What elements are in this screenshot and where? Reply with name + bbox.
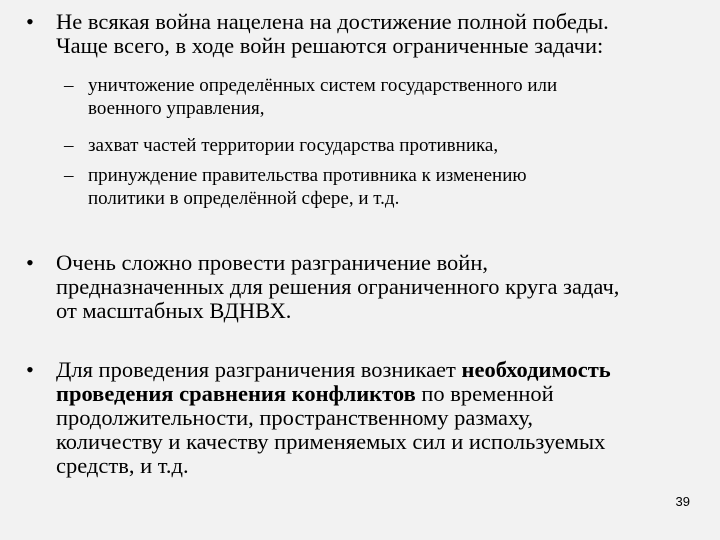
subitem-marker: – (64, 75, 74, 96)
subitem-2 (64, 134, 674, 157)
bullet-3-line-1-bold: необходимость (461, 357, 611, 382)
bullet-3-line-4: количеству и качеству применяемых сил и используемых (56, 429, 606, 454)
subitem-3-line-1: принуждение правительства противника к изменению (88, 165, 527, 186)
bullet-2-line-1: Очень сложно провести разграничение войн, (56, 250, 489, 275)
bullet-3-line-2-normal: по временной (415, 381, 554, 406)
subitem-3 (64, 164, 674, 210)
subitem-2-line-1: захват частей территории государства противника, (88, 135, 499, 156)
subitem-1-line-2: военного управления, (88, 98, 265, 119)
bullet-1-line-2: Чаще всего, в ходе войн решаются ограниченные задачи: (56, 33, 604, 58)
bullet-marker: • (26, 357, 34, 382)
subitem-marker: – (64, 165, 74, 186)
bullet-marker: • (26, 9, 34, 34)
bullet-3-line-2 (56, 382, 696, 406)
bullet-1-line-1: Не всякая война нацелена на достижение полной победы. (56, 9, 609, 34)
bullet-2-line-3: от масштабных ВДНВХ. (56, 298, 292, 323)
bullet-3-line-1 (56, 358, 696, 382)
page-number: 39 (675, 494, 690, 509)
bullet-1 (26, 10, 696, 58)
bullet-3-line-1-normal: Для проведения разграничения возникает (56, 357, 462, 382)
subitem-1-line-1: уничтожение определённых систем государственного или (88, 75, 558, 96)
bullet-2 (26, 251, 696, 323)
bullet-3-line-2-bold: проведения сравнения конфликтов (56, 381, 416, 406)
bullet-3 (26, 358, 696, 478)
subitem-1 (64, 74, 674, 120)
bullet-3-line-3: продолжительности, пространственному размаху, (56, 405, 534, 430)
subitem-marker: – (64, 135, 74, 156)
subitem-3-line-2: политики в определённой сфере, и т.д. (88, 188, 400, 209)
bullet-marker: • (26, 250, 34, 275)
bullet-2-line-2: предназначенных для решения ограниченного круга задач, (56, 274, 620, 299)
bullet-3-line-5: средств, и т.д. (56, 453, 189, 478)
